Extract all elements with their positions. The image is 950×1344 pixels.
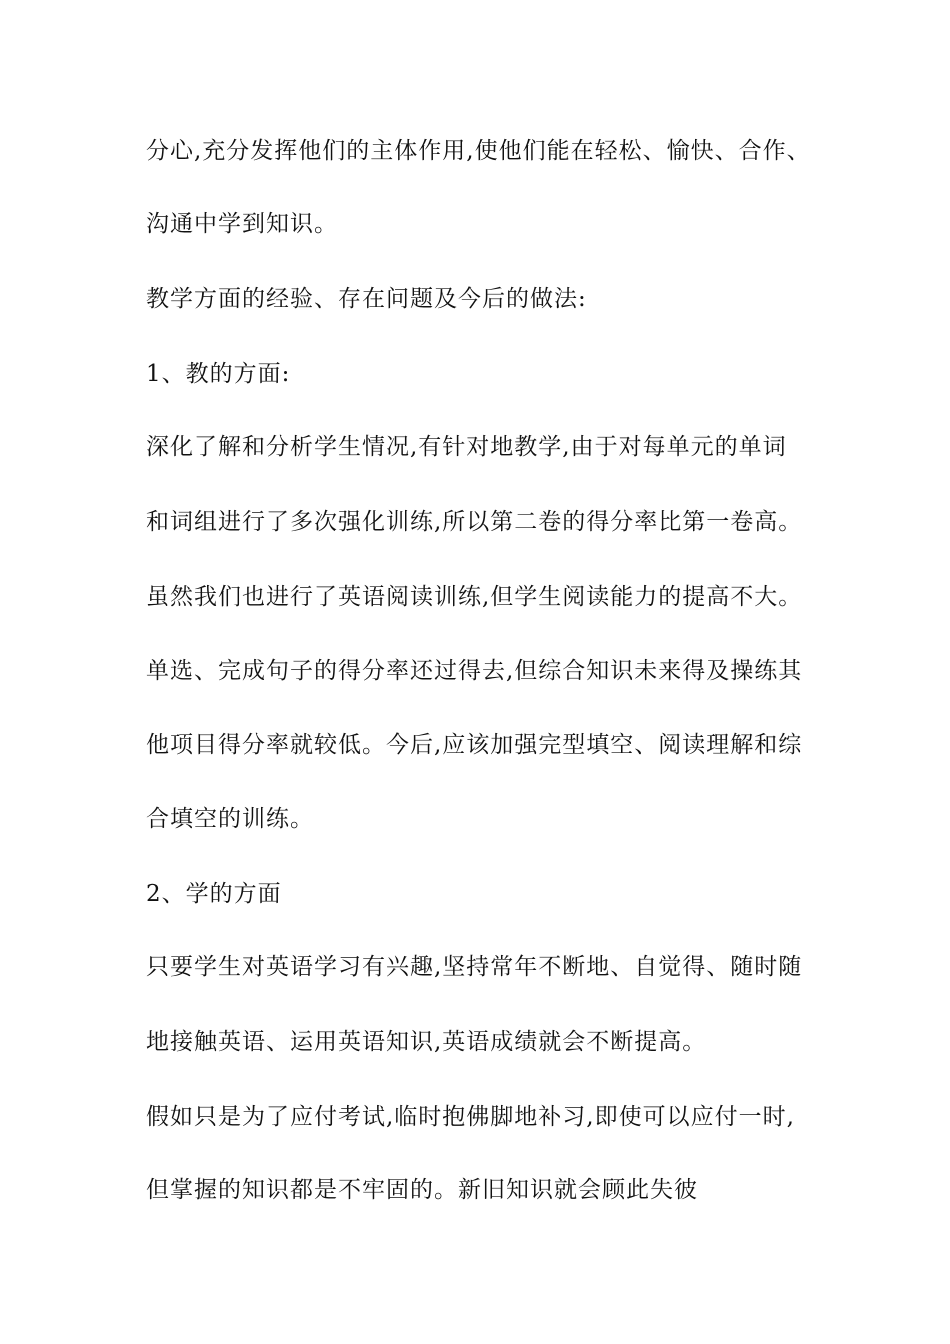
text-line: 假如只是为了应付考试,临时抱佛脚地补习,即使可以应付一时, <box>146 1104 795 1130</box>
text-line: 但掌握的知识都是不牢固的。新旧知识就会顾此失彼 <box>146 1177 698 1203</box>
text-line: 虽然我们也进行了英语阅读训练,但学生阅读能力的提高不大。 <box>146 584 803 610</box>
text-line: 合填空的训练。 <box>146 806 314 832</box>
text-line: 地接触英语、运用英语知识,英语成绩就会不断提高。 <box>146 1029 707 1055</box>
text-line: 他项目得分率就较低。今后,应该加强完型填空、阅读理解和综 <box>146 732 803 758</box>
text-line: 沟通中学到知识。 <box>146 211 338 237</box>
text-line: 深化了解和分析学生情况,有针对地教学,由于对每单元的单词 <box>146 434 787 460</box>
text-line: 教学方面的经验、存在问题及今后的做法: <box>146 286 587 312</box>
text-line: 分心,充分发挥他们的主体作用,使他们能在轻松、愉快、合作、 <box>146 138 811 164</box>
text-line: 和词组进行了多次强化训练,所以第二卷的得分率比第一卷高。 <box>146 509 803 535</box>
text-line: 单选、完成句子的得分率还过得去,但综合知识未来得及操练其 <box>146 658 803 684</box>
text-line: 1、教的方面: <box>146 361 291 387</box>
text-line: 只要学生对英语学习有兴趣,坚持常年不断地、自觉得、随时随 <box>146 954 803 980</box>
text-line: 2、学的方面 <box>146 881 282 907</box>
